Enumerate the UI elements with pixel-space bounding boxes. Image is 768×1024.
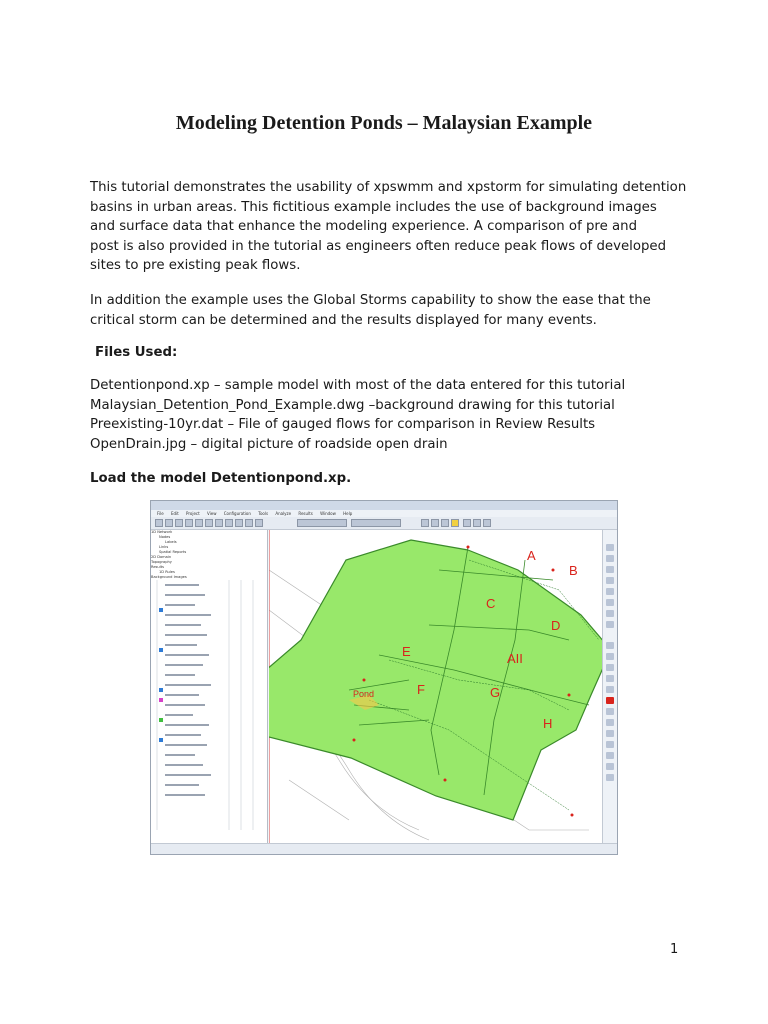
subcatchment-label-h: H bbox=[543, 716, 553, 731]
app-toolbar bbox=[151, 517, 617, 530]
toolbar-button[interactable] bbox=[195, 519, 203, 527]
tool-button[interactable] bbox=[606, 610, 614, 617]
tool-button[interactable] bbox=[606, 741, 614, 748]
layer-row[interactable]: 1D Network bbox=[151, 530, 173, 534]
subcatchment-label-e: E bbox=[402, 644, 411, 659]
intro-line: and surface data that enhance the modeling experience. A comparison of pre and bbox=[90, 219, 638, 234]
toolbar-button[interactable] bbox=[235, 519, 243, 527]
catchment-map bbox=[269, 530, 602, 844]
toolbar-button[interactable] bbox=[463, 519, 471, 527]
tool-button[interactable] bbox=[606, 664, 614, 671]
tool-button[interactable] bbox=[606, 642, 614, 649]
menu-item[interactable]: Project bbox=[186, 511, 200, 516]
layer-row[interactable]: Results bbox=[151, 565, 164, 569]
menu-item[interactable]: Configuration bbox=[223, 511, 251, 516]
mode-dropdown[interactable] bbox=[297, 519, 347, 527]
tool-button[interactable] bbox=[606, 730, 614, 737]
tool-button[interactable] bbox=[606, 621, 614, 628]
menu-item[interactable]: Window bbox=[320, 511, 336, 516]
subcatchment-label-g: G bbox=[490, 685, 501, 700]
tool-button[interactable] bbox=[606, 675, 614, 682]
tool-button[interactable] bbox=[606, 774, 614, 781]
global-storms-paragraph bbox=[90, 291, 680, 330]
toolbar-button[interactable] bbox=[473, 519, 481, 527]
tool-button[interactable] bbox=[606, 566, 614, 573]
pond-label: Pond bbox=[353, 689, 375, 699]
subcatchment-label-d: D bbox=[551, 618, 561, 633]
menu-item[interactable]: View bbox=[206, 511, 217, 516]
toolbar-button[interactable] bbox=[225, 519, 233, 527]
tool-button[interactable] bbox=[606, 544, 614, 551]
intro-paragraph bbox=[90, 178, 687, 276]
layer-control-panel bbox=[151, 530, 268, 844]
toolbar-button[interactable] bbox=[441, 519, 449, 527]
intro-line: basins in urban areas. This fictitious example includes the use of background images bbox=[90, 199, 657, 215]
toolbar-button[interactable] bbox=[165, 519, 173, 527]
toolbar-button[interactable] bbox=[483, 519, 491, 527]
tool-button[interactable] bbox=[606, 697, 614, 704]
file-entry: Preexisting-10yr.dat – File of gauged flows for comparison in Review Results bbox=[90, 417, 596, 432]
layer-row[interactable]: Labels bbox=[165, 540, 177, 544]
menu-item[interactable]: Analyze bbox=[275, 511, 292, 516]
tool-button[interactable] bbox=[606, 686, 614, 693]
intro-line: This tutorial demonstrates the usability of xpswmm and xpstorm for simulating detention bbox=[90, 180, 687, 195]
subcatchment-label-f: F bbox=[417, 682, 425, 697]
xpswmm-screenshot bbox=[150, 500, 618, 855]
file-entry: Malaysian_Detention_Pond_Example.dwg –background drawing for this tutorial bbox=[90, 397, 615, 413]
menu-item[interactable]: File bbox=[157, 511, 164, 516]
toolbar-button[interactable] bbox=[215, 519, 223, 527]
right-toolbar bbox=[602, 530, 617, 844]
toolbar-button[interactable] bbox=[185, 519, 193, 527]
files-list bbox=[90, 376, 680, 454]
layer-row[interactable]: 1D Rules bbox=[159, 570, 175, 574]
layer-row[interactable]: Topography bbox=[151, 560, 172, 564]
app-titlebar bbox=[151, 501, 617, 510]
toolbar-button[interactable] bbox=[255, 519, 263, 527]
tool-button[interactable] bbox=[606, 719, 614, 726]
layer-row[interactable]: Nodes bbox=[159, 535, 171, 539]
app-menubar bbox=[151, 510, 617, 517]
global-line: critical storm can be determined and the results displayed for many events. bbox=[90, 312, 597, 328]
file-entry: OpenDrain.jpg – digital picture of roadside open drain bbox=[90, 436, 448, 452]
subcatchment-label-aii: AII bbox=[507, 651, 523, 666]
toolbar-button[interactable] bbox=[175, 519, 183, 527]
document-title: Modeling Detention Ponds – Malaysian Example bbox=[175, 112, 593, 134]
subcatchment-label-b: B bbox=[569, 563, 578, 578]
file-entry: Detentionpond.xp – sample model with most of the data entered for this tutorial bbox=[90, 378, 626, 393]
toolbar-button[interactable] bbox=[451, 519, 459, 527]
zoom-dropdown[interactable] bbox=[351, 519, 401, 527]
toolbar-button[interactable] bbox=[431, 519, 439, 527]
tool-button[interactable] bbox=[606, 653, 614, 660]
tool-button[interactable] bbox=[606, 599, 614, 606]
tool-button[interactable] bbox=[606, 577, 614, 584]
intro-line: sites to pre existing peak flows. bbox=[90, 258, 301, 273]
tool-button[interactable] bbox=[606, 588, 614, 595]
menu-item[interactable]: Help bbox=[343, 511, 353, 516]
plan-view-canvas[interactable] bbox=[269, 530, 602, 844]
layer-row[interactable]: Background Images bbox=[151, 575, 187, 579]
tool-button[interactable] bbox=[606, 555, 614, 562]
layer-tree-lines bbox=[151, 580, 267, 844]
intro-line: post is also provided in the tutorial as engineers often reduce peak flows of developed bbox=[90, 238, 667, 254]
load-model-instruction: Load the model Detentionpond.xp. bbox=[90, 471, 352, 486]
tool-button[interactable] bbox=[606, 763, 614, 770]
menu-item[interactable]: Results bbox=[298, 511, 313, 516]
layer-row[interactable]: 2D Domain bbox=[151, 555, 172, 559]
page-number: 1 bbox=[670, 942, 679, 957]
menu-item[interactable]: Edit bbox=[170, 511, 179, 516]
menu-item[interactable]: Tools bbox=[258, 511, 269, 516]
toolbar-button[interactable] bbox=[155, 519, 163, 527]
toolbar-button[interactable] bbox=[245, 519, 253, 527]
tool-button[interactable] bbox=[606, 708, 614, 715]
app-statusbar bbox=[151, 843, 617, 854]
subcatchment-label-c: C bbox=[486, 596, 496, 611]
layer-row[interactable]: Links bbox=[159, 545, 169, 549]
catchment-area bbox=[269, 540, 602, 820]
subcatchment-label-a: A bbox=[527, 548, 536, 563]
files-used-heading: Files Used: bbox=[95, 345, 178, 360]
toolbar-button[interactable] bbox=[421, 519, 429, 527]
toolbar-button[interactable] bbox=[205, 519, 213, 527]
global-line: In addition the example uses the Global Storms capability to show the ease that the bbox=[90, 293, 651, 308]
tool-button[interactable] bbox=[606, 752, 614, 759]
layer-row[interactable]: Spatial Reports bbox=[159, 550, 187, 554]
